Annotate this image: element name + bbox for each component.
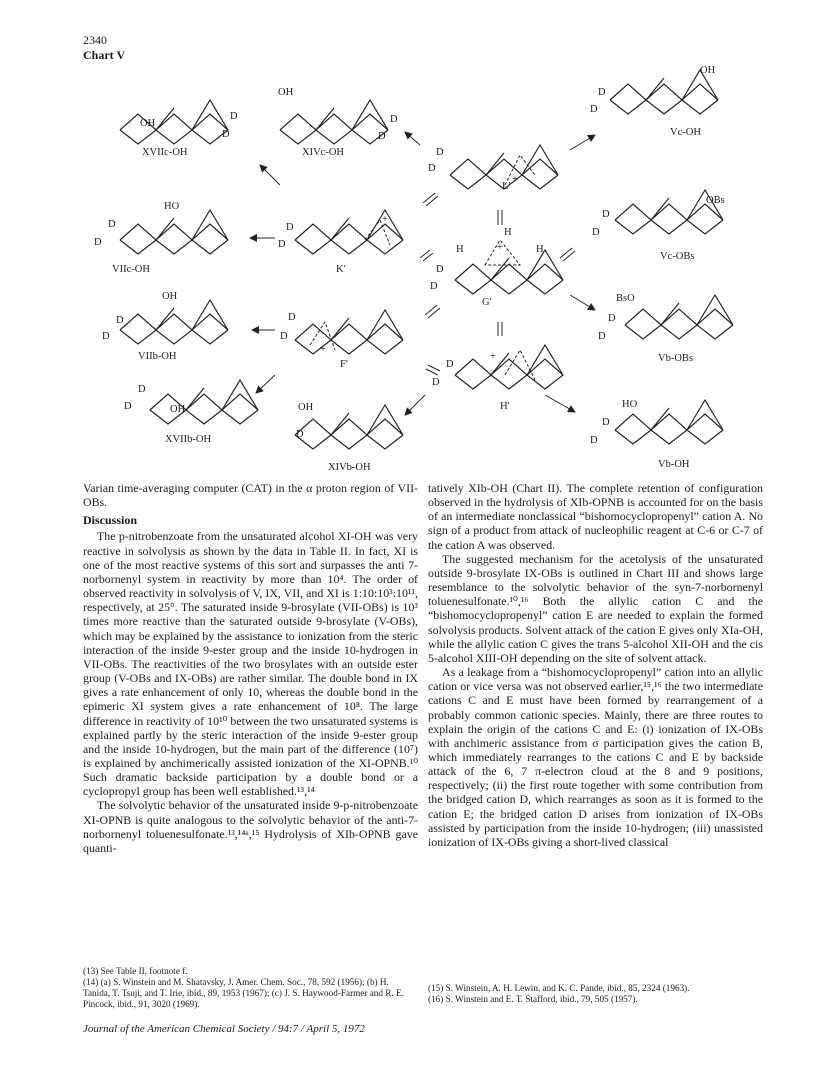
atom-d: D — [286, 222, 294, 233]
structure-viic-oh — [120, 210, 228, 254]
label-xviic-oh: XVIIc-OH — [142, 147, 188, 158]
atom-oh: OH — [700, 65, 716, 76]
structure-h-prime — [455, 345, 563, 389]
body-column-left — [83, 481, 418, 855]
atom-d: D — [446, 359, 454, 370]
body-column-right — [428, 481, 763, 849]
journal-footer: Journal of the American Chemical Society / 94:7 / April 5, 1972 — [83, 1023, 365, 1035]
atom-d: D — [432, 377, 440, 388]
structure-f-prime — [295, 310, 403, 354]
label-g-prime: G′ — [482, 297, 492, 308]
atom-d: D — [280, 331, 288, 342]
footnote: (13) See Table II, footnote f. — [83, 966, 188, 976]
atom-obs: OBs — [706, 195, 725, 206]
label-xivc-oh: XIVc-OH — [302, 147, 344, 158]
atom-d: D — [602, 209, 610, 220]
atom-oh: OH — [162, 291, 178, 302]
chart-v-scheme — [80, 60, 760, 480]
paragraph: Varian time-averaging computer (CAT) in the α proton region of VII-OBs. — [83, 481, 418, 510]
atom-d: D — [436, 147, 444, 158]
atom-d: D — [428, 163, 436, 174]
structure-viib-oh — [120, 300, 228, 344]
atom-oh: OH — [298, 402, 314, 413]
atom-d: D — [288, 312, 296, 323]
atom-plus: + — [512, 174, 518, 185]
page-number: 2340 — [83, 33, 107, 47]
atom-d: D — [94, 237, 102, 248]
paragraph: tatively XIb-OH (Chart II). The complete retention of configuration observed in the hydrolysis of XIb-OPNB is accounted for on the basis of an intermediate nonclassical “bishomocyclopropenyl” cation A. No sign of a product from attack of nucleophilic reagent at C-6 or C-7 of the cation A was observed. — [428, 481, 763, 552]
label-l-prime: L′ — [502, 181, 511, 192]
atom-d: D — [598, 87, 606, 98]
atom-d: D — [390, 114, 398, 125]
footnote: (14) (a) S. Winstein and M. Shatavsky, J. Amer. Chem. Soc., 78, 592 (1956); (b) H. Tanida, T. Tsuji, and T. Irie, ibid., 89, 1953 (1967); (c) J. S. Haywood-Farmer and R. E. Pincock, ibid., 91, 3020 (1969). — [83, 977, 404, 1009]
section-heading-discussion: Discussion — [83, 513, 138, 528]
label-viic-oh: VIIc-OH — [112, 264, 150, 275]
label-h-prime: H′ — [500, 401, 510, 412]
atom-d: D — [590, 104, 598, 115]
structure-xviib-oh — [150, 380, 258, 424]
atom-ho: HO — [164, 201, 180, 212]
atom-ho: HO — [622, 399, 638, 410]
label-f-prime: F′ — [340, 359, 349, 370]
footnote: (16) S. Winstein and E. T. Stafford, ibid., 79, 505 (1957). — [428, 994, 638, 1004]
structure-g-prime — [455, 250, 563, 294]
atom-d: D — [378, 131, 386, 142]
footnote: (15) S. Winstein, A. H. Lewin, and K. C. Pande, ibid., 85, 2324 (1963). — [428, 983, 690, 993]
atom-d: D — [124, 401, 132, 412]
paragraph: The solvolytic behavior of the unsaturated inside 9-p-nitrobenzoate XI-OPNB is quite analogous to the solvolytic behavior of the anti-7-norbornenyl toluenesulfonate.¹³,¹⁴ᵃ,¹⁵ Hydrolysis of XIb-OPNB gave quanti- — [83, 798, 418, 855]
atom-d: D — [222, 129, 230, 140]
atom-plus: + — [320, 344, 326, 355]
paragraph: The suggested mechanism for the acetolysis of the unsaturated outside 9-brosylate IX-OBs is outlined in Chart III and shows large resemblance to the solvolytic behavior of the syn-7-norbornenyl toluenesulfonate.¹⁰,¹⁶ Both the allylic cation C and the “bishomocyclopropenyl” cation E are needed to explain the formed solvolysis products. Solvent attack of the cation E gives only XIa-OH, while the allylic cation C gives the trans 5-alcohol XII-OH and the cis 5-alcohol XIII-OH depending on the site of solvent attack. — [428, 551, 763, 665]
paragraph: The p-nitrobenzoate from the unsaturated alcohol XI-OH was very reactive in solvolysis as shown by the data in Table II. In fact, XI is one of the most reactive systems of this sort and surpasses the anti 7-norbornenyl system in reactivity by more than 10⁴. The order of observed reactivity in solvolysis of V, IX, VII, and XI is 1:10:10³:10¹¹, respectively, at 25°. The saturated inside 9-brosylate (VII-OBs) is 10³ times more reactive than the saturated outside 9-brosylate (V-OBs), which may be explained by the assistance to ionization from the steric interaction of the inside 9-ester group and the inside 10-hydrogen in VII-OBs. The reactivities of the two brosylates with an outside ester group (V-OBs and IX-OBs) are rather similar. The double bond in IX gives a rate enhancement of only 10, whereas the double bond in the epimeric XI system gives a rate enhancement of 10⁸. The large difference in reactivity of 10¹⁰ between the two unsaturated systems is explained partly by the steric interaction of the inside 9-ester group and the inside 10-hydrogen, but the main part of the difference (10⁷) is explained by anchimerically assisted ionization of the XI-OPNB.¹⁰ Such dramatic backside participation by a double bond or a cyclopropyl group has been well established.¹³,¹⁴ — [83, 529, 418, 799]
label-xviib-oh: XVIIb-OH — [165, 434, 212, 445]
atom-d: D — [598, 331, 606, 342]
footnotes-left — [83, 966, 418, 1010]
footnotes-right — [428, 983, 763, 1005]
atom-d: D — [436, 264, 444, 275]
atom-plus: + — [382, 214, 388, 225]
label-vb-obs: Vb-OBs — [658, 353, 694, 364]
atom-d: D — [296, 429, 304, 440]
structure-vc-oh — [610, 70, 718, 114]
atom-d: D — [278, 239, 286, 250]
label-k-prime: K′ — [336, 264, 346, 275]
atom-d: D — [102, 331, 110, 342]
atom-h: H — [504, 227, 512, 238]
atom-plus: + — [490, 351, 496, 362]
structure-xviic-oh — [120, 100, 228, 144]
reaction-scheme-drawing — [80, 60, 760, 480]
paragraph: As a leakage from a “bishomocyclopropenyl” cation into an allylic cation or vice versa was not observed earlier,¹⁵,¹⁶ the two intermediate cations C and E must have been formed by rearrangement of a probably common cationic species. Mainly, there are three routes to explain the origin of the cations C and E: (i) ionization of IX-OBs with anchimeric assistance from σ participation gives the cation B, which immediately rearranges to the cations C and E by backside attack of the 6, 7 π-electron cloud at the 8 and 9 positions, respectively; (ii) the first route together with some contribution from the bridged cation D, which rearranges as soon as it is formed to the cation E; the bridged cation D arises from ionization of IX-OBs assisted by participation from the inside 10-hydrogen; (iii) unassisted ionization of IX-OBs giving a short-lived classical — [428, 665, 763, 849]
atom-d: D — [108, 219, 116, 230]
atom-plus: + — [497, 242, 503, 253]
atom-d: D — [430, 281, 438, 292]
atom-oh: OH — [278, 87, 294, 98]
atom-d: D — [230, 111, 238, 122]
atom-oh: OH — [170, 404, 186, 415]
atom-bso: BsO — [616, 293, 635, 304]
atom-d: D — [116, 315, 124, 326]
structure-vb-obs — [625, 295, 733, 339]
atom-d: D — [138, 384, 146, 395]
label-vc-oh: Vc-OH — [670, 127, 701, 138]
label-vc-obs: Vc-OBs — [660, 251, 695, 262]
atom-d: D — [608, 313, 616, 324]
label-viib-oh: VIIb-OH — [138, 351, 177, 362]
structure-xivc-oh — [280, 100, 388, 144]
atom-h: H — [536, 244, 544, 255]
atom-d: D — [592, 227, 600, 238]
atom-h: H — [456, 244, 464, 255]
label-xivb-oh: XIVb-OH — [328, 462, 371, 473]
atom-d: D — [590, 435, 598, 446]
atom-oh: OH — [140, 118, 156, 129]
chart-title: Chart V — [83, 48, 126, 62]
label-vb-oh: Vb-OH — [658, 459, 690, 470]
atom-d: D — [602, 417, 610, 428]
